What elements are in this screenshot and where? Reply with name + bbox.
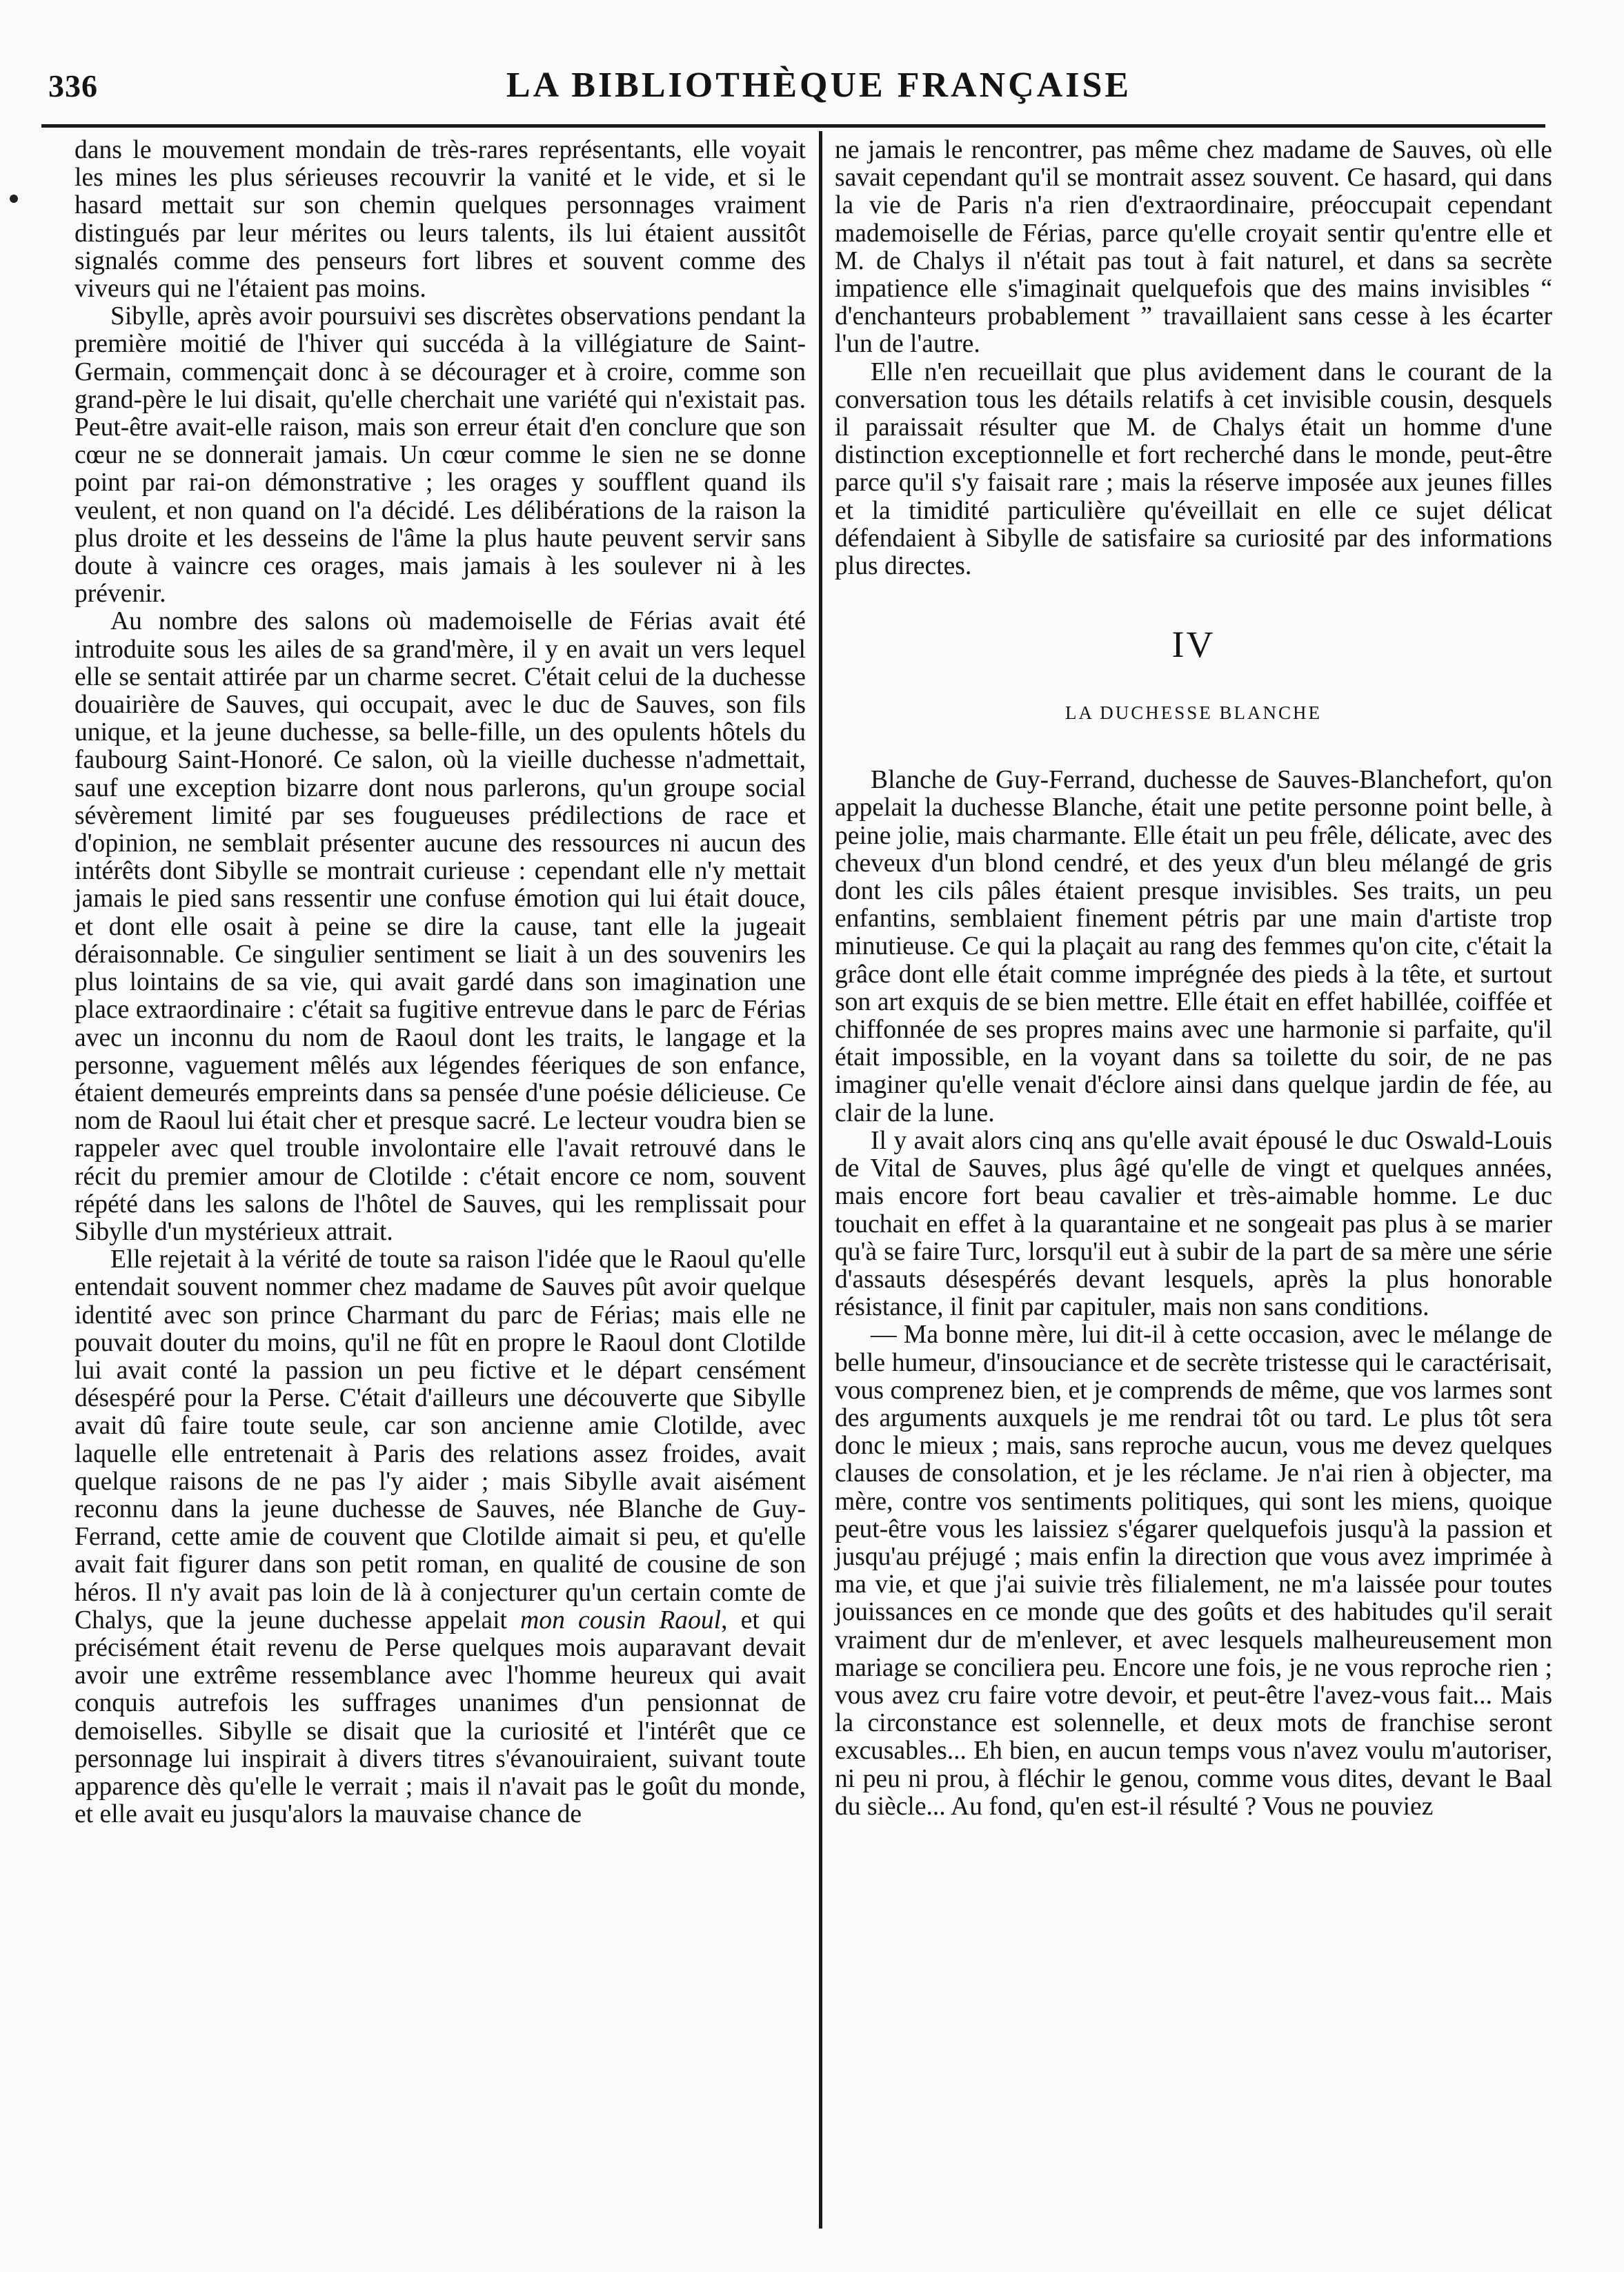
paragraph: ne jamais le rencontrer, pas même chez madame de Sauves, où elle savait cependant qu'il se montrait assez souvent. Ce hasard, qui dans la vie de Paris n'a rien d'extraordinaire, préoccupait cependant mademoiselle de Férias, parce qu'elle croyait sentir qu'entre elle et M. de Chalys il n'était pas tout à fait naturel, et dans sa secrète impatience elle s'imaginait quelquefois que des mains invisibles “ d'enchanteurs probablement ” travaillaient sans cesse à les écarter l'un de l'autre. [835,136,1552,359]
paragraph: Blanche de Guy-Ferrand, duchesse de Sauves-Blanchefort, qu'on appelait la duchesse Blanche, était une petite personne point belle, à peine jolie, mais charmante. Elle était un peu frêle, délicate, avec des cheveux d'un blond cendré, et des yeux d'un bleu mélangé de gris dont les cils pâles étaient presque invisibles. Ses traits, un peu enfantins, semblaient finement pétris par une main d'artiste trop minutieuse. Ce qui la plaçait au rang des femmes qu'on cite, c'était la grâce dont elle était comme imprégnée des pieds à la tête, et surtout son art exquis de se bien mettre. Elle était en effet habillée, coiffée et chiffonnée de ses propres mains avec une harmonie si parfaite, qu'il était impossible, en la voyant dans sa toilette du soir, de ne pas imaginer qu'elle venait d'éclore ainsi dans quelque jardin de fée, au clair de la lune. [835,766,1552,1127]
left-column [75,137,806,1828]
chapter-spacer [835,727,1552,767]
paragraph: Sibylle, après avoir poursuivi ses discrètes observations pendant la première moitié de l'hiver qui succéda à la villégiature de Saint-Germain, commençait donc à se décourager et à croire, comme son grand-père le lui disait, qu'elle cherchait une variété qui n'existait pas. Peut-être avait-elle raison, mais son erreur était d'en conclure que son cœur ne se donnerait jamais. Un cœur comme le sien ne se donne point par rai-on démonstrative ; les orages y soufflent quand ils veulent, et non quand on l'a décidé. Les délibérations de la raison la plus droite et les desseins de l'âme la plus haute peuvent servir sans doute à vaincre ces orages, mais jamais à les soulever ni à les prévenir. [75,302,806,609]
right-column [835,137,1552,1821]
journal-title: LA BIBLIOTHÈQUE FRANÇAISE [506,66,1132,105]
chapter-title: LA DUCHESSE BLANCHE [1064,702,1323,724]
paragraph: — Ma bonne mère, lui dit-il à cette occasion, avec le mélange de belle humeur, d'insouciance et de secrète tristesse qui le caractérisait, vous comprenez bien, et je comprends de même, que vos larmes sont des arguments auxquels je me rendrai tôt ou tard. Le plus tôt sera donc le mieux ; mais, sans reproche aucun, vous me devez quelques clauses de consolation, et je les réclame. Je n'ai rien à objecter, ma mère, contre vos sentiments politiques, qui sont les miens, quoique peut-être vous les laissiez s'égarer quelquefois jusqu'à la passion et jusqu'au préjugé ; mais enfin la direction que vous avez imprimée à ma vie, et que j'ai suivie très filialement, ne m'a laissée pour toutes jouissances en ce monde que des goûts et des habitudes qu'il serait vraiment dur de m'enlever, et avec lesquels malheureusement mon mariage se conciliera peu. Encore une fois, je ne vous reproche rien ; vous avez cru faire votre devoir, et peut-être l'avez-vous fait... Mais la circonstance est solennelle, et deux mots de franchise seront excusables... Eh bien, en aucun temps vous n'avez voulu m'autoriser, ni peu ni prou, à fléchir le genou, comme vous dites, devant le Baal du siècle... Au fond, qu'en est-il résulté ? Vous ne pouviez [835,1321,1552,1821]
text-run: , et qui précisément était revenu de Perse quelques mois auparavant devait avoir une extrême ressemblance avec l'homme heureux qui avait conquis autrefois les suffrages unanimes d'un pensionnat de demoiselles. Sibylle se disait que la curiosité et l'intérêt que ce personnage lui inspirait à divers titres s'évanouiraient, suivant toute apparence dès qu'elle le verrait ; mais il n'avait pas le goût du monde, et elle avait eu jusqu'alors la mauvaise chance de [75,1606,806,1829]
paragraph: Au nombre des salons où mademoiselle de Férias avait été introduite sous les ailes de sa grand'mère, il y en avait un vers lequel elle se sentait attirée par un charme secret. C'était celui de la duchesse douairière de Sauves, qui occupait, avec le duc de Sauves, son fils unique, et la jeune duchesse, sa belle-fille, un des opulents hôtels du faubourg Saint-Honoré. Ce salon, où la vieille duchesse n'admettait, sauf une exception bizarre dont nous parlerons, qu'un groupe social sévèrement limité par ses fougueuses prédilections de race et d'opinion, ne semblait présenter aucune des ressources ni aucun des intérêts dont Sibylle se montrait curieuse : cependant elle n'y mettait jamais le pied sans ressentir une confuse émotion qui lui était douce, et dont elle osait à peine se dire la cause, tant elle la jugeait déraisonnable. Ce singulier sentiment se liait à un des souvenirs les plus lointains de sa vie, qui avait gardé dans son imagination une place extraordinaire : c'était sa fugitive entrevue dans le parc de Férias avec un inconnu du nom de Raoul dont les traits, le langage et la personne, vaguement mêlés aux légendes féeriques de son enfance, étaient demeurés empreints dans sa pensée d'une poésie délicieuse. Ce nom de Raoul lui était cher et presque sacré. Le lecteur voudra bien se rappeler avec quel trouble involontaire elle l'avait retrouvé dans le récit du premier amour de Clotilde : c'était encore ce nom, souvent répété dans les salons de l'hôtel de Sauves, qui les remplissait pour Sibylle d'un mystérieux attrait. [75,607,806,1246]
margin-mark [10,195,18,203]
page-number: 336 [48,68,98,103]
paragraph: Elle n'en recueillait que plus avidement dans le courant de la conversation tous les détails relatifs à cet invisible cousin, desquels il paraissait résulter que M. de Chalys était un homme d'une distinction exceptionnelle et fort recherché dans le monde, peut-être parce qu'il s'y faisait rare ; mais la réserve imposée aux jeunes filles et la timidité particulière qu'éveillait en elle ce sujet délicat défendaient à Sibylle de satisfaire sa curiosité par des informations plus directes. [835,357,1552,581]
header-rule [41,124,1545,128]
paragraph: dans le mouvement mondain de très-rares représentants, elle voyait les mines les plus sérieuses recouvrir la vanité et le vide, et si le hasard mettait sur son chemin quelques personnages vraiment distingués par leur mérites ou leurs talents, ils lui étaient aussitôt signalés comme des penseurs fort libres et souvent comme des viveurs qui ne l'étaient pas moins. [75,136,806,304]
chapter-number: IV [1171,624,1216,666]
text-run: Elle rejetait à la vérité de toute sa raison l'idée que le Raoul qu'elle entendait souvent nommer chez madame de Sauves pût avoir quelque identité avec son prince Charmant du parc de Férias; mais elle ne pouvait douter du moins, qu'il ne fût en propre le Raoul dont Clotilde lui avait conté la passion un peu fictive et le départ censément désespéré pour la Perse. C'était d'ailleurs une découverte que Sibylle avait dû faire toute seule, car son ancienne amie Clotilde, avec laquelle elle entretenait à Paris des relations assez froides, avait quelque raisons de ne pas l'y aider ; mais Sibylle avait aisément reconnu dans la jeune duchesse de Sauves, née Blanche de Guy-Ferrand, cette amie de couvent que Clotilde aimait si peu, et qu'elle avait fait figurer dans son petit roman, en qualité de cousine de son héros. Il n'y avait pas loin de là à conjecturer qu'un certain comte de Chalys, que la jeune duchesse appelait [75,1245,806,1634]
italic-phrase: mon cousin Raoul [520,1606,722,1634]
column-divider [819,131,822,2229]
paragraph [75,1246,806,1828]
running-head [41,55,1596,117]
paragraph: Il y avait alors cinq ans qu'elle avait épousé le duc Oswald-Louis de Vital de Sauves, plus âgé qu'elle de vingt et quelques années, mais encore fort beau cavalier et très-aimable homme. Le duc touchait en effet à la quarantaine et ne songeait pas plus à se marier qu'à se faire Turc, lorsqu'il eut à subir de la part de sa mère une série d'assauts désespérés devant lesquels, après la plus honorable résistance, il finit par capituler, mais non sans conditions. [835,1126,1552,1322]
